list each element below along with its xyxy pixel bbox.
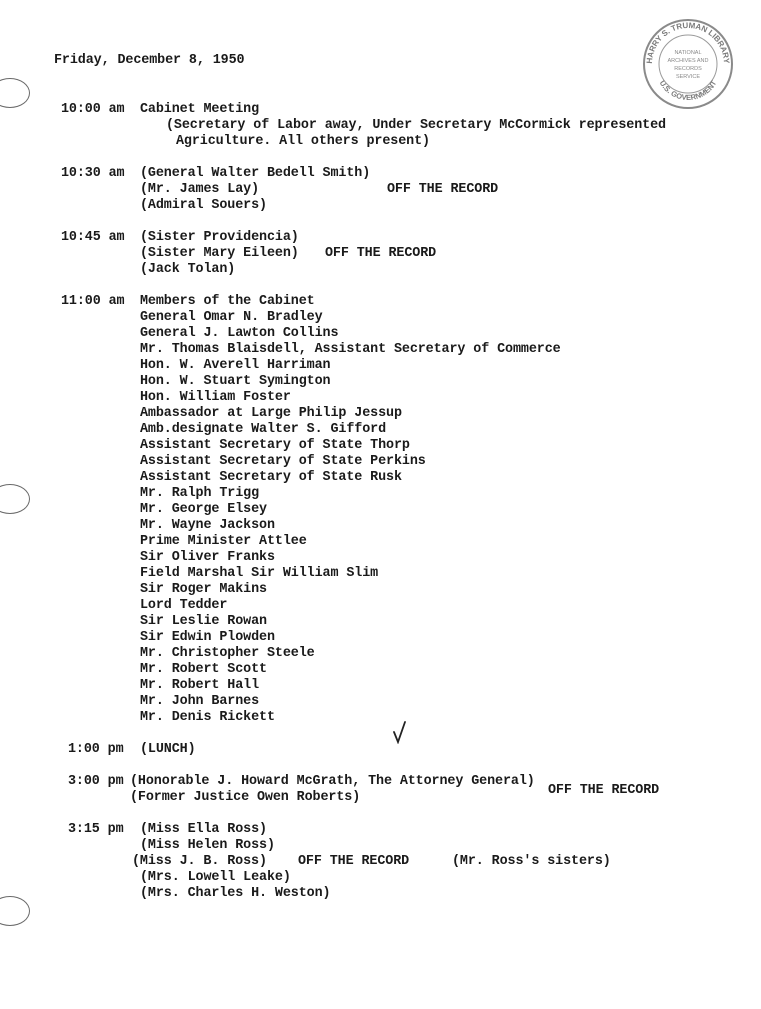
- time-1000: 10:00 am: [61, 102, 125, 117]
- stamp-center-line-2: ARCHIVES AND: [667, 58, 709, 64]
- time-0300: 3:00 pm: [68, 774, 124, 789]
- punch-hole-middle: [0, 484, 30, 514]
- ross-sisters-note: (Mr. Ross's sisters): [452, 854, 611, 869]
- attendee: Hon. W. Averell Harriman: [140, 358, 331, 373]
- punch-hole-top: [0, 78, 30, 108]
- attendee: Members of the Cabinet: [140, 294, 315, 309]
- attendee: Mr. Robert Scott: [140, 662, 267, 677]
- entry-line: (Sister Mary Eileen): [140, 246, 299, 261]
- attendee: Mr. John Barnes: [140, 694, 260, 709]
- attendee: Mr. Thomas Blaisdell, Assistant Secretary of Commerce: [140, 342, 561, 357]
- time-1030: 10:30 am: [61, 166, 125, 181]
- attendee: Hon. W. Stuart Symington: [140, 374, 331, 389]
- attendee: Field Marshal Sir William Slim: [140, 566, 379, 581]
- attendee: Sir Oliver Franks: [140, 550, 275, 565]
- page-date: Friday, December 8, 1950: [54, 53, 245, 68]
- check-mark-icon: [392, 720, 408, 744]
- svg-text:U.S. GOVERNMENT: [658, 78, 719, 102]
- stamp-outer-text: HARRY S. TRUMAN LIBRARY: [644, 20, 732, 64]
- entry-line: (Honorable J. Howard McGrath, The Attorney General): [130, 774, 535, 789]
- stamp-center-line-4: SERVICE: [675, 74, 701, 80]
- attendee: Mr. George Elsey: [140, 502, 267, 517]
- attendee: Amb.designate Walter S. Gifford: [140, 422, 387, 437]
- attendee: Mr. Ralph Trigg: [140, 486, 260, 501]
- attendee: Sir Leslie Rowan: [140, 614, 267, 629]
- attendee: Assistant Secretary of State Thorp: [140, 438, 410, 453]
- attendee: Mr. Robert Hall: [140, 678, 260, 693]
- time-0315: 3:15 pm: [68, 822, 124, 837]
- truman-library-stamp: [642, 18, 734, 110]
- attendee: Prime Minister Attlee: [140, 534, 307, 549]
- entry-line: (Mrs. Lowell Leake): [140, 870, 291, 885]
- entry-line: (LUNCH): [140, 742, 196, 757]
- stamp-center-line-1: NATIONAL: [674, 50, 702, 56]
- time-0100: 1:00 pm: [68, 742, 124, 757]
- stamp-bottom-text: U.S. GOVERNMENT: [657, 78, 719, 103]
- entry-line: (Mr. James Lay): [140, 182, 260, 197]
- attendee: Mr. Denis Rickett: [140, 710, 275, 725]
- entry-line: (Miss Helen Ross): [140, 838, 275, 853]
- attendee: Mr. Wayne Jackson: [140, 518, 275, 533]
- time-1045: 10:45 am: [61, 230, 125, 245]
- entry-line: (Miss Ella Ross): [140, 822, 267, 837]
- time-1100: 11:00 am: [61, 294, 125, 309]
- punch-hole-bottom: [0, 896, 30, 926]
- entry-line: (General Walter Bedell Smith): [140, 166, 371, 181]
- off-record-note: OFF THE RECORD: [298, 854, 410, 869]
- attendee: General Omar N. Bradley: [140, 310, 323, 325]
- entry-line: (Jack Tolan): [140, 262, 236, 277]
- entry-line: (Secretary of Labor away, Under Secretary McCormick represented: [166, 118, 666, 133]
- attendee: Mr. Christopher Steele: [140, 646, 315, 661]
- attendee: Sir Roger Makins: [140, 582, 267, 597]
- entry-line: Cabinet Meeting: [140, 102, 260, 117]
- attendee: Ambassador at Large Philip Jessup: [140, 406, 402, 421]
- off-record-note: OFF THE RECORD: [548, 783, 660, 798]
- off-record-note: OFF THE RECORD: [387, 182, 499, 197]
- entry-line: (Sister Providencia): [140, 230, 299, 245]
- attendee: General J. Lawton Collins: [140, 326, 339, 341]
- entry-line: (Admiral Souers): [140, 198, 267, 213]
- attendee: Hon. William Foster: [140, 390, 291, 405]
- stamp-center-line-3: RECORDS: [674, 66, 702, 72]
- attendee: Sir Edwin Plowden: [140, 630, 275, 645]
- attendee: Assistant Secretary of State Perkins: [140, 454, 426, 469]
- entry-line: (Miss J. B. Ross): [132, 854, 267, 869]
- entry-line: (Mrs. Charles H. Weston): [140, 886, 331, 901]
- entry-line: (Former Justice Owen Roberts): [130, 790, 361, 805]
- attendee: Lord Tedder: [140, 598, 228, 613]
- attendee: Assistant Secretary of State Rusk: [140, 470, 402, 485]
- entry-line: Agriculture. All others present): [176, 134, 430, 149]
- off-record-note: OFF THE RECORD: [325, 246, 437, 261]
